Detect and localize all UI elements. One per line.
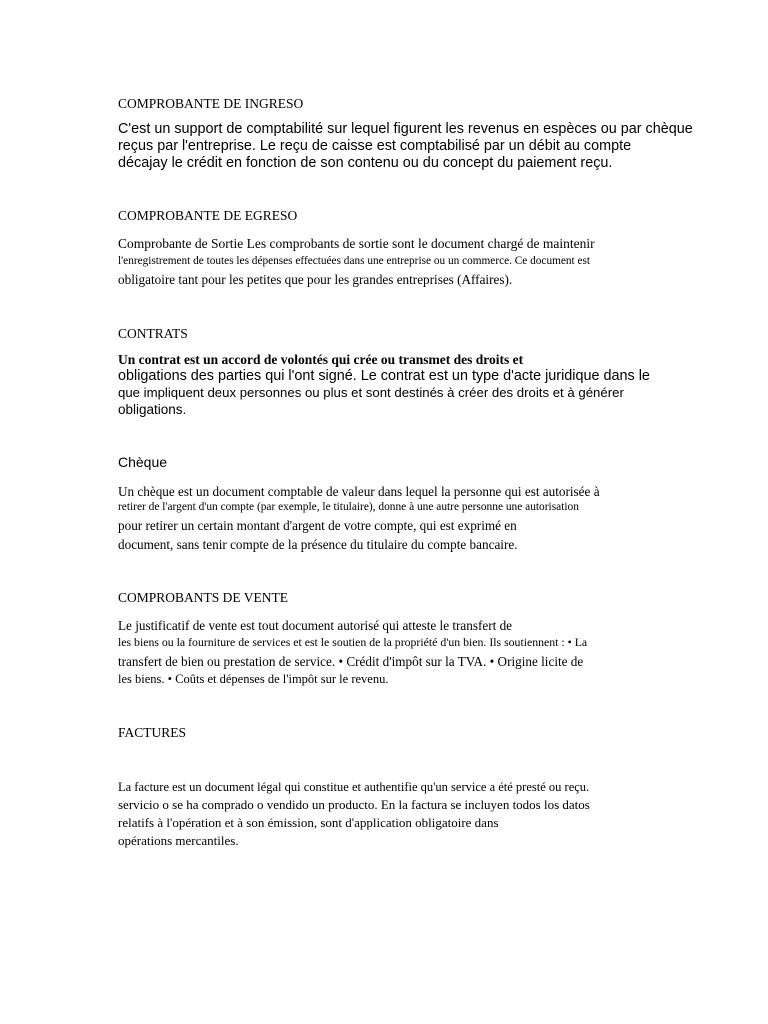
paragraph-line: opérations mercantiles. — [118, 833, 239, 848]
paragraph-line: Un contrat est un accord de volontés qui crée ou transmet des droits et — [118, 352, 524, 367]
paragraph-line: pour retirer un certain montant d'argent de votre compte, qui est exprimé en — [118, 518, 517, 533]
section-heading: COMPROBANTS DE VENTE — [118, 590, 289, 605]
paragraph-line: Le justificatif de vente est tout document autorisé qui atteste le transfert de — [118, 618, 513, 633]
section-heading: COMPROBANTE DE INGRESO — [118, 96, 304, 111]
section-heading: Chèque — [118, 454, 168, 470]
paragraph-line: Un chèque est un document comptable de valeur dans lequel la personne qui est autorisée à — [118, 484, 600, 499]
section-heading: CONTRATS — [118, 326, 188, 341]
paragraph-line: Comprobante de Sortie Les comprobants de sortie sont le document chargé de maintenir — [118, 236, 595, 251]
paragraph-line: obligations des parties qui l'ont signé. Le contrat est un type d'acte juridique dans le — [118, 368, 650, 384]
paragraph-line: document, sans tenir compte de la présence du titulaire du compte bancaire. — [118, 537, 518, 552]
paragraph-line: que impliquent deux personnes ou plus et sont destinés à créer des droits et à générer — [118, 385, 624, 400]
paragraph-line: l'enregistrement de toutes les dépenses effectuées dans une entreprise ou un commerce. Ce document est — [118, 255, 591, 267]
paragraph-line: relatifs à l'opération et à son émission, sont d'application obligatoire dans — [118, 815, 499, 830]
section-heading: FACTURES — [118, 725, 187, 740]
paragraph-line: C'est un support de comptabilité sur lequel figurent les revenus en espèces ou par chèque — [118, 121, 693, 137]
paragraph-line: décajay le crédit en fonction de son contenu ou du concept du paiement reçu. — [118, 155, 613, 171]
paragraph-line: La facture est un document légal qui constitue et authentifie qu'un service a été presté ou reçu. — [118, 780, 590, 794]
paragraph-line: obligations. — [118, 402, 187, 417]
paragraph-line: les biens. • Coûts et dépenses de l'impôt sur le revenu. — [118, 672, 389, 686]
paragraph-line: reçus par l'entreprise. Le reçu de caisse est comptabilisé par un débit au compte — [118, 138, 632, 154]
paragraph-line: retirer de l'argent d'un compte (par exemple, le titulaire), donne à une autre personne une autorisation — [118, 501, 579, 513]
paragraph-line: obligatoire tant pour les petites que pour les grandes entreprises (Affaires). — [118, 272, 513, 287]
section-heading: COMPROBANTE DE EGRESO — [118, 208, 298, 223]
paragraph-line: les biens ou la fourniture de services et est le soutien de la propriété d'un bien. Ils soutiennent : • La — [118, 635, 588, 649]
paragraph-line: transfert de bien ou prestation de service. • Crédit d'impôt sur la TVA. • Origine licite de — [118, 654, 584, 669]
paragraph-line: servicio o se ha comprado o vendido un producto. En la factura se incluyen todos los datos — [118, 797, 590, 812]
